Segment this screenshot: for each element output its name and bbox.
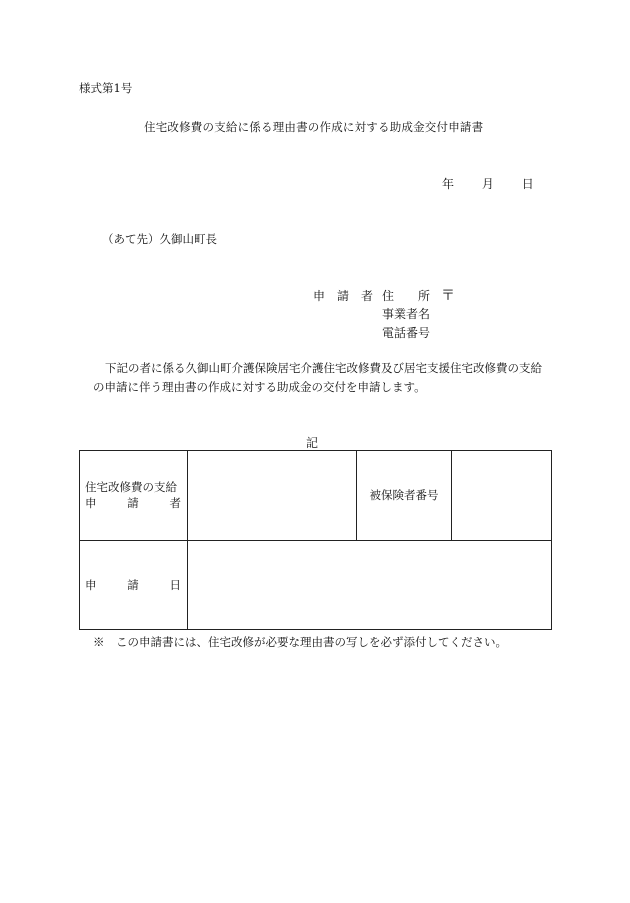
table-row: [80, 451, 552, 541]
date-month: 月: [481, 177, 494, 191]
applicant-label-char: 者: [169, 496, 181, 511]
table-row: [80, 540, 552, 630]
postal-mark: 〒: [441, 288, 455, 304]
applicant-label-cell: [80, 451, 188, 541]
date-line: [442, 175, 534, 192]
application-date-char: 請: [127, 577, 139, 592]
form-number: 様式第1号: [79, 81, 133, 95]
application-date-value-cell[interactable]: [188, 540, 552, 630]
document-title: 住宅改修費の支給に係る理由書の作成に対する助成金交付申請書: [144, 120, 484, 134]
applicant-label-line2: [85, 495, 187, 511]
applicant-value-cell[interactable]: [188, 451, 357, 541]
applicant-label-char: 申: [85, 496, 97, 511]
ki-heading: 記: [306, 436, 319, 450]
application-date-char: 申: [85, 577, 97, 592]
insured-number-label: 被保険者番号: [357, 451, 452, 541]
date-day: 日: [521, 177, 534, 191]
application-date-label: [85, 577, 187, 593]
applicant-label: 申 請 者: [313, 289, 374, 303]
business-name-label: 事業者名: [382, 307, 431, 321]
phone-label: 電話番号: [382, 326, 431, 340]
applicant-label-line1: 住宅改修費の支給: [85, 480, 177, 495]
insured-number-value-cell[interactable]: [452, 451, 552, 541]
addressee: （あて先）久御山町長: [102, 232, 217, 246]
application-date-char: 日: [169, 577, 181, 592]
record-table: [79, 450, 552, 630]
application-date-label-cell: [80, 540, 188, 630]
attachment-note: ※ この申請書には、住宅改修が必要な理由書の写しを必ず添付してください。: [93, 635, 507, 649]
applicant-label-char: 請: [127, 496, 139, 511]
body-text-line-1: 下記の者に係る久御山町介護保険居宅介護住宅改修費及び居宅支援住宅改修費の支給: [105, 361, 542, 375]
address-label: 住 所: [382, 289, 431, 303]
body-text-line-2: の申請に伴う理由書の作成に対する助成金の交付を申請します。: [93, 380, 426, 394]
date-year: 年: [442, 177, 455, 191]
